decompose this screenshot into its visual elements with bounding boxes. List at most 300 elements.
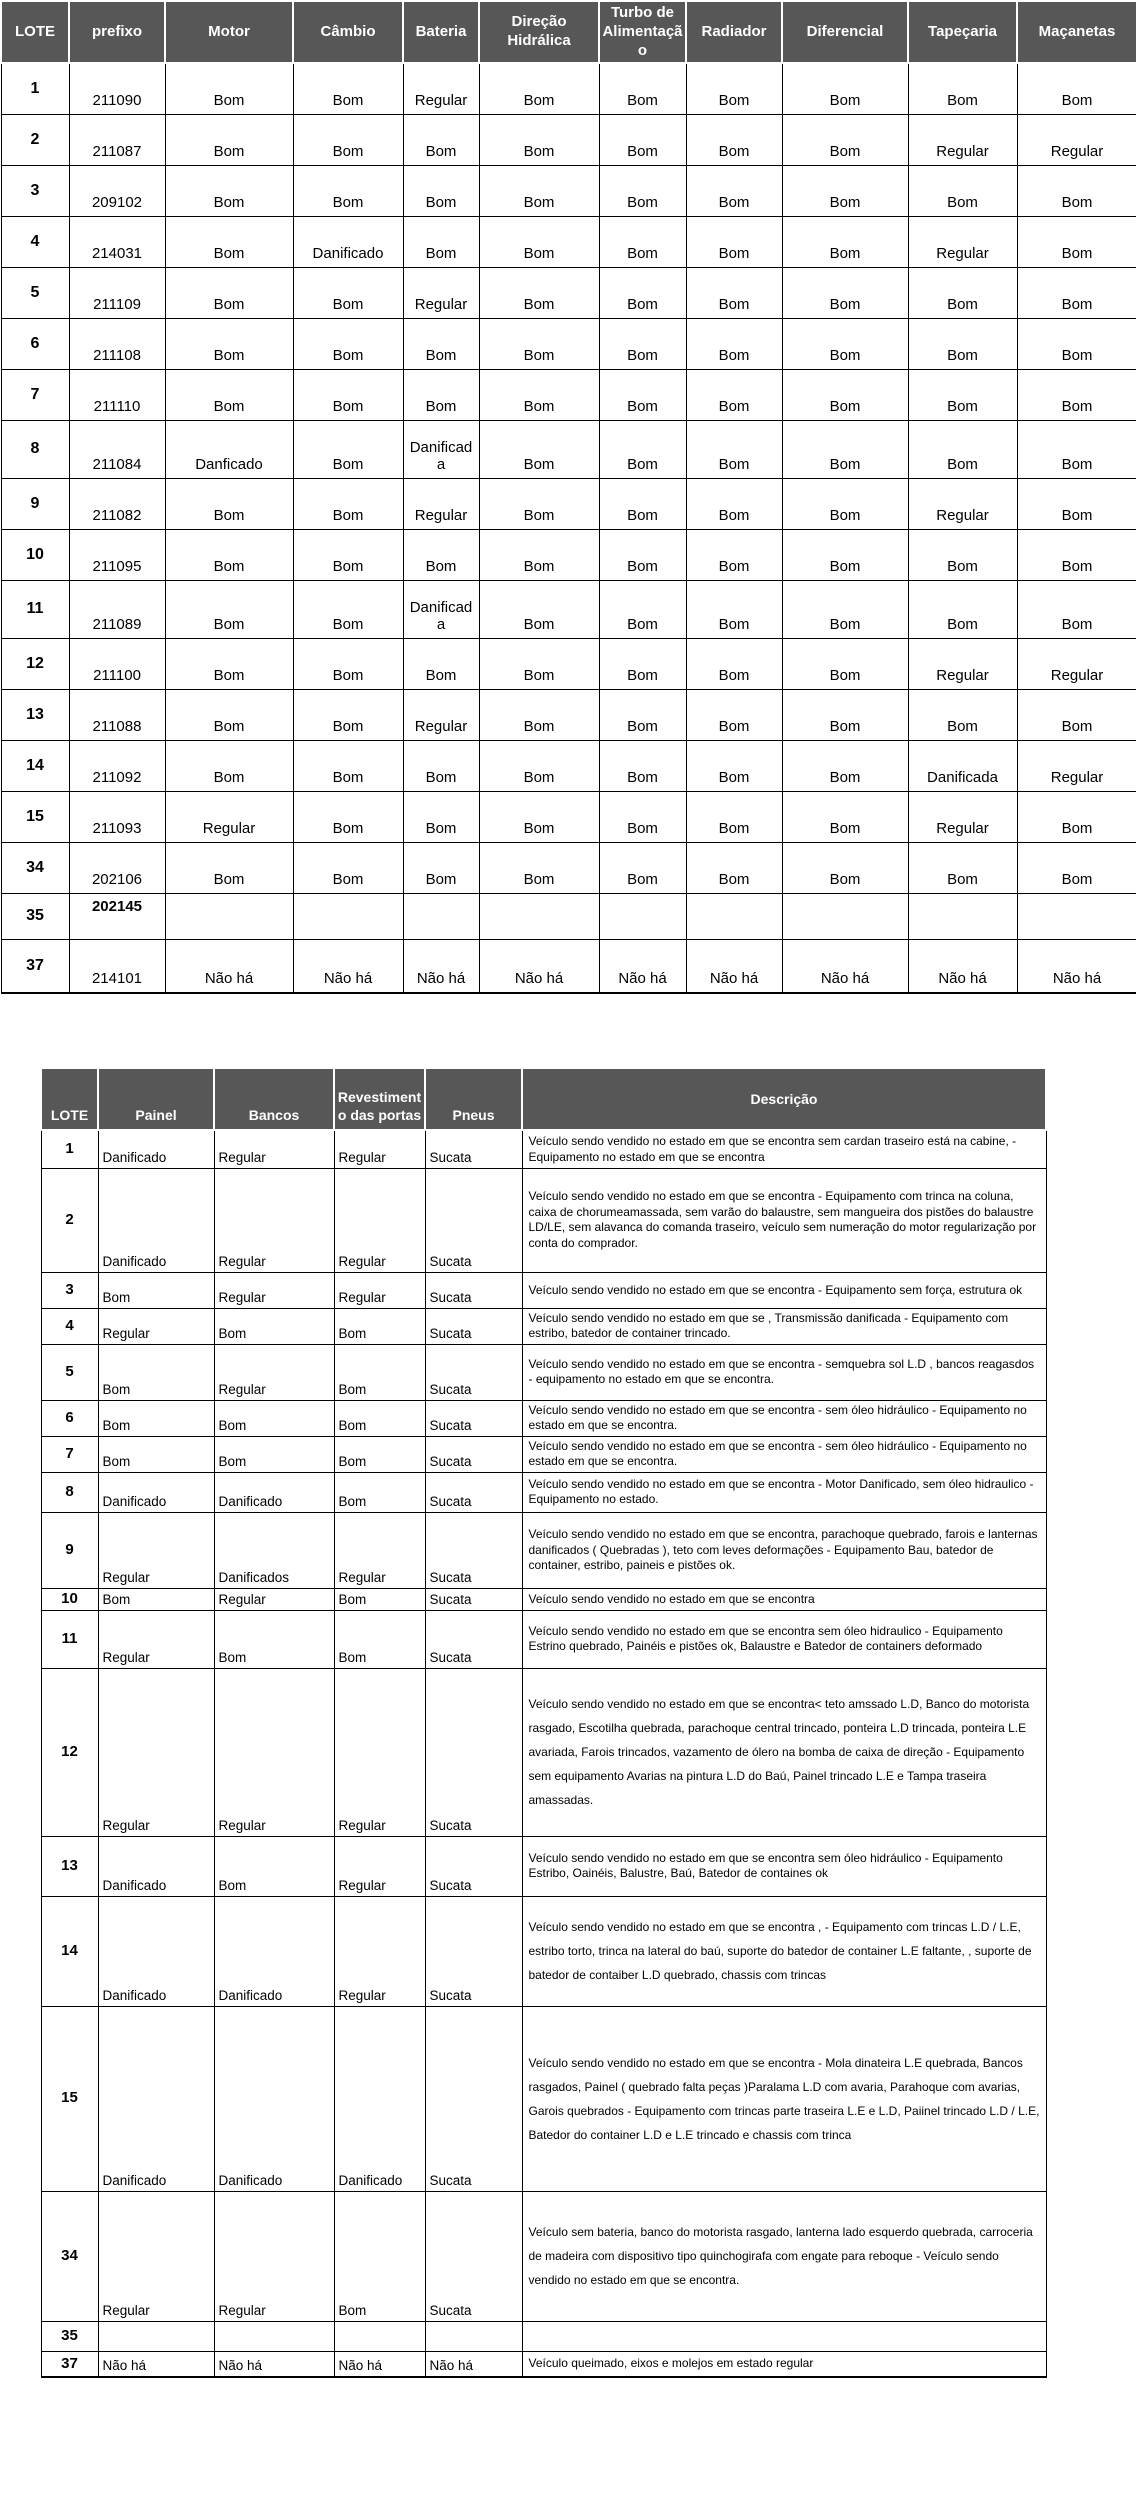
condition-cell: Bom [293, 842, 403, 893]
condition-cell: Bom [1017, 216, 1136, 267]
condition-cell: Não há [98, 2351, 214, 2377]
condition-cell [479, 893, 599, 939]
description-cell: Veículo sendo vendido no estado em que se encontra - Mola dinateira L.E quebrada, Bancos rasgados, Painel ( quebrado falta peças )Paralama L.D com avaria, Parahoque com avarias, Garois quebrados - Equipamento com trincas parte traseira L.E e L.D, Paiinel trincado L.D / L.E, Batedor do container L.D e L.E trincado e chassis com trinca [522, 2006, 1046, 2191]
condition-cell: Não há [334, 2351, 425, 2377]
condition-cell: Bom [403, 529, 479, 580]
condition-cell: Bom [214, 1436, 334, 1472]
condition-cell: Bom [403, 842, 479, 893]
table-row-lote-10 [41, 1588, 1046, 1610]
condition-cell: Não há [782, 939, 908, 993]
condition-cell: Sucata [425, 1308, 522, 1344]
prefixo-cell: 211090 [69, 63, 165, 114]
lote-cell: 7 [41, 1436, 98, 1472]
table-row-lote-12 [1, 638, 1136, 689]
condition-cell: Bom [403, 740, 479, 791]
table-row-lote-3 [1, 165, 1136, 216]
prefixo-cell: 211095 [69, 529, 165, 580]
condition-cell: Regular [214, 2191, 334, 2321]
column-header-tape-aria: Tapeçaria [908, 1, 1017, 63]
condition-cell: Bom [599, 842, 686, 893]
interior-conditions-description-table [40, 1067, 1047, 2378]
condition-cell: Bom [908, 842, 1017, 893]
condition-cell: Bom [165, 216, 293, 267]
lote-cell: 13 [1, 689, 69, 740]
condition-cell: Danificados [214, 1512, 334, 1588]
table-row-lote-7 [41, 1436, 1046, 1472]
condition-cell: Bom [1017, 791, 1136, 842]
description-cell: Veículo queimado, eixos e molejos em estado regular [522, 2351, 1046, 2377]
condition-cell: Bom [403, 369, 479, 420]
table-row-lote-12 [41, 1668, 1046, 1836]
column-header-painel: Painel [98, 1068, 214, 1130]
condition-cell: Bom [686, 318, 782, 369]
column-header-bancos: Bancos [214, 1068, 334, 1130]
description-cell: Veículo sendo vendido no estado em que se encontra - Motor Danificado, sem óleo hidraulico - Equipamento no estado. [522, 1472, 1046, 1512]
condition-cell: Bom [599, 791, 686, 842]
condition-cell: Bom [1017, 689, 1136, 740]
condition-cell: Bom [782, 369, 908, 420]
condition-cell: Bom [165, 63, 293, 114]
condition-cell: Regular [98, 1668, 214, 1836]
lote-cell: 15 [41, 2006, 98, 2191]
condition-cell: Regular [214, 1344, 334, 1400]
condition-cell: Bom [908, 689, 1017, 740]
condition-cell: Sucata [425, 1836, 522, 1896]
condition-cell: Bom [165, 478, 293, 529]
condition-cell: Bom [782, 478, 908, 529]
description-cell: Veículo sendo vendido no estado em que se encontra - Equipamento com trinca na coluna, caixa de chorumeamassada, sem varão do balaustre, sem mangueira dos pistões do balaustre LD/LE, sem alavanca do comanda traseiro, veículo sem numeração do motor regularização por conta do comprador. [522, 1168, 1046, 1272]
table-row-lote-35 [1, 893, 1136, 939]
prefixo-cell: 211092 [69, 740, 165, 791]
condition-cell: Danificada [403, 420, 479, 478]
table-row-lote-34 [1, 842, 1136, 893]
condition-cell: Bom [479, 216, 599, 267]
condition-cell: Regular [214, 1130, 334, 1168]
condition-cell [334, 2321, 425, 2351]
prefixo-cell: 211089 [69, 580, 165, 638]
lote-cell: 1 [41, 1130, 98, 1168]
prefixo-cell: 211084 [69, 420, 165, 478]
condition-cell: Regular [334, 1896, 425, 2006]
condition-cell: Bom [1017, 580, 1136, 638]
condition-cell: Regular [403, 689, 479, 740]
condition-cell: Danificado [214, 1472, 334, 1512]
prefixo-cell: 211108 [69, 318, 165, 369]
condition-cell: Bom [403, 638, 479, 689]
table-row-lote-13 [41, 1836, 1046, 1896]
table-row-lote-2 [41, 1168, 1046, 1272]
condition-cell [908, 893, 1017, 939]
condition-cell: Bom [293, 580, 403, 638]
lote-cell: 10 [41, 1588, 98, 1610]
condition-cell: Bom [599, 478, 686, 529]
condition-cell: Bom [908, 580, 1017, 638]
description-cell [522, 2321, 1046, 2351]
condition-cell: Sucata [425, 1896, 522, 2006]
condition-cell: Danificado [214, 2006, 334, 2191]
condition-cell: Danificado [98, 1168, 214, 1272]
lote-cell: 5 [41, 1344, 98, 1400]
table-row-lote-6 [41, 1400, 1046, 1436]
condition-cell: Regular [403, 267, 479, 318]
condition-cell: Bom [1017, 478, 1136, 529]
condition-cell: Bom [165, 638, 293, 689]
condition-cell: Regular [1017, 740, 1136, 791]
condition-cell: Bom [686, 478, 782, 529]
description-cell: Veículo sendo vendido no estado em que se encontra sem óleo hidraulico - Equipamento Estrino quebrado, Painéis e pistões ok, Balaustre e Batedor de containers deformado [522, 1610, 1046, 1668]
condition-cell: Bom [479, 63, 599, 114]
table-row-lote-4 [41, 1308, 1046, 1344]
condition-cell: Bom [908, 63, 1017, 114]
condition-cell: Bom [165, 529, 293, 580]
condition-cell: Bom [1017, 165, 1136, 216]
condition-cell: Regular [214, 1668, 334, 1836]
condition-cell: Bom [599, 369, 686, 420]
table-row-lote-7 [1, 369, 1136, 420]
condition-cell: Bom [334, 1308, 425, 1344]
condition-cell: Danificada [403, 580, 479, 638]
table-row-lote-37 [1, 939, 1136, 993]
condition-cell: Regular [334, 1168, 425, 1272]
table-row-lote-9 [41, 1512, 1046, 1588]
condition-cell: Bom [165, 114, 293, 165]
lote-cell: 6 [1, 318, 69, 369]
prefixo-cell: 211087 [69, 114, 165, 165]
prefixo-cell: 202106 [69, 842, 165, 893]
condition-cell: Bom [214, 1836, 334, 1896]
condition-cell: Bom [782, 114, 908, 165]
prefixo-cell: 211093 [69, 791, 165, 842]
condition-cell: Bom [403, 791, 479, 842]
condition-cell: Regular [98, 1512, 214, 1588]
lote-cell: 11 [41, 1610, 98, 1668]
condition-cell: Bom [1017, 369, 1136, 420]
condition-cell: Não há [686, 939, 782, 993]
condition-cell: Bom [908, 529, 1017, 580]
lote-cell: 34 [41, 2191, 98, 2321]
condition-cell: Bom [782, 267, 908, 318]
condition-cell: Bom [599, 580, 686, 638]
description-cell: Veículo sendo vendido no estado em que se encontra - semquebra sol L.D , bancos reagasdos - equipamento no estado em que se encontra. [522, 1344, 1046, 1400]
table-row-lote-4 [1, 216, 1136, 267]
table-row-lote-15 [1, 791, 1136, 842]
prefixo-cell: 214031 [69, 216, 165, 267]
lote-cell: 4 [1, 216, 69, 267]
condition-cell: Não há [599, 939, 686, 993]
table-row-lote-15 [41, 2006, 1046, 2191]
condition-cell: Bom [1017, 63, 1136, 114]
column-header-radiador: Radiador [686, 1, 782, 63]
condition-cell: Bom [782, 638, 908, 689]
column-header-turbo-de-alimenta-o: Turbo de Alimentação [599, 1, 686, 63]
description-cell: Veículo sendo vendido no estado em que se encontra sem cardan traseiro está na cabine, - Equipamento no estado em que se encontra [522, 1130, 1046, 1168]
condition-cell: Sucata [425, 1472, 522, 1512]
condition-cell: Bom [686, 420, 782, 478]
condition-cell: Não há [214, 2351, 334, 2377]
condition-cell [165, 893, 293, 939]
condition-cell: Bom [908, 165, 1017, 216]
condition-cell: Bom [334, 1588, 425, 1610]
condition-cell: Regular [334, 1836, 425, 1896]
table-row-lote-8 [41, 1472, 1046, 1512]
column-header-lote: LOTE [1, 1, 69, 63]
lote-cell: 11 [1, 580, 69, 638]
condition-cell: Sucata [425, 1344, 522, 1400]
lote-cell: 5 [1, 267, 69, 318]
table-row-lote-6 [1, 318, 1136, 369]
condition-cell: Bom [686, 267, 782, 318]
condition-cell: Danificado [98, 1896, 214, 2006]
condition-cell: Bom [293, 791, 403, 842]
condition-cell: Sucata [425, 1668, 522, 1836]
condition-cell: Bom [98, 1272, 214, 1308]
condition-cell: Sucata [425, 2191, 522, 2321]
condition-cell: Bom [599, 740, 686, 791]
condition-cell: Danificada [908, 740, 1017, 791]
condition-cell: Bom [479, 740, 599, 791]
table-row-lote-9 [1, 478, 1136, 529]
lote-cell: 2 [41, 1168, 98, 1272]
condition-cell: Bom [334, 1472, 425, 1512]
condition-cell: Não há [425, 2351, 522, 2377]
condition-cell: Bom [98, 1588, 214, 1610]
condition-cell: Bom [403, 165, 479, 216]
condition-cell: Bom [479, 267, 599, 318]
condition-cell: Regular [908, 791, 1017, 842]
lote-cell: 37 [1, 939, 69, 993]
table-row-lote-35 [41, 2321, 1046, 2351]
description-cell: Veículo sendo vendido no estado em que se encontra - sem óleo hidráulico - Equipamento no estado em que se encontra. [522, 1436, 1046, 1472]
condition-cell: Bom [293, 529, 403, 580]
column-header-pneus: Pneus [425, 1068, 522, 1130]
condition-cell: Bom [1017, 842, 1136, 893]
prefixo-cell: 211088 [69, 689, 165, 740]
lote-cell: 8 [41, 1472, 98, 1512]
lote-cell: 2 [1, 114, 69, 165]
condition-cell: Bom [782, 420, 908, 478]
condition-cell: Bom [293, 114, 403, 165]
condition-cell: Bom [782, 318, 908, 369]
condition-cell: Bom [214, 1400, 334, 1436]
condition-cell: Bom [908, 420, 1017, 478]
table-row-lote-11 [41, 1610, 1046, 1668]
condition-cell [214, 2321, 334, 2351]
condition-cell: Bom [165, 689, 293, 740]
condition-cell: Danificado [334, 2006, 425, 2191]
column-header-diferencial: Diferencial [782, 1, 908, 63]
prefixo-cell: 211109 [69, 267, 165, 318]
condition-cell: Danificado [293, 216, 403, 267]
condition-cell: Bom [479, 369, 599, 420]
table-row-lote-14 [41, 1896, 1046, 2006]
condition-cell: Regular [1017, 114, 1136, 165]
condition-cell [425, 2321, 522, 2351]
condition-cell: Não há [293, 939, 403, 993]
condition-cell: Bom [686, 580, 782, 638]
condition-cell: Bom [686, 842, 782, 893]
condition-cell: Sucata [425, 1272, 522, 1308]
condition-cell: Regular [334, 1512, 425, 1588]
lote-cell: 3 [1, 165, 69, 216]
condition-cell: Sucata [425, 1588, 522, 1610]
condition-cell: Bom [479, 318, 599, 369]
condition-cell: Bom [686, 114, 782, 165]
condition-cell: Regular [214, 1168, 334, 1272]
condition-cell: Sucata [425, 1512, 522, 1588]
condition-cell: Bom [908, 369, 1017, 420]
description-cell: Veículo sem bateria, banco do motorista rasgado, lanterna lado esquerdo quebrada, carroceria de madeira com dispositivo tipo quinchogirafa com engate para reboque - Veículo sendo vendido no estado em que se encontra. [522, 2191, 1046, 2321]
condition-cell: Bom [403, 318, 479, 369]
lote-cell: 12 [1, 638, 69, 689]
condition-cell: Bom [686, 791, 782, 842]
description-cell: Veículo sendo vendido no estado em que se encontra , - Equipamento com trincas L.D / L.E, estribo torto, trinca na lateral do baú, suporte do batedor de container L.E faltante, , suporte de batedor de contaiber L.D quebrado, chassis com trincas [522, 1896, 1046, 2006]
condition-cell: Bom [479, 529, 599, 580]
lote-cell: 9 [41, 1512, 98, 1588]
condition-cell: Regular [334, 1668, 425, 1836]
condition-cell: Bom [782, 791, 908, 842]
condition-cell: Bom [214, 1308, 334, 1344]
condition-cell: Não há [165, 939, 293, 993]
condition-cell: Bom [1017, 318, 1136, 369]
condition-cell: Bom [599, 165, 686, 216]
condition-cell: Bom [479, 420, 599, 478]
table-row-lote-11 [1, 580, 1136, 638]
table-row-lote-14 [1, 740, 1136, 791]
condition-cell: Não há [479, 939, 599, 993]
condition-cell: Bom [1017, 420, 1136, 478]
condition-cell: Danficado [165, 420, 293, 478]
condition-cell: Bom [782, 529, 908, 580]
prefixo-cell: 209102 [69, 165, 165, 216]
condition-cell: Não há [1017, 939, 1136, 993]
condition-cell: Bom [479, 689, 599, 740]
header-row [1, 1, 1136, 63]
condition-cell [599, 893, 686, 939]
condition-cell: Bom [98, 1400, 214, 1436]
condition-cell: Bom [782, 842, 908, 893]
condition-cell [1017, 893, 1136, 939]
condition-cell: Bom [782, 580, 908, 638]
lote-cell: 10 [1, 529, 69, 580]
condition-cell: Bom [686, 369, 782, 420]
column-header-revestimento-das-portas: Revestimento das portas [334, 1068, 425, 1130]
condition-cell: Bom [293, 689, 403, 740]
condition-cell: Bom [479, 638, 599, 689]
condition-cell: Bom [403, 114, 479, 165]
condition-cell: Bom [293, 740, 403, 791]
lote-cell: 3 [41, 1272, 98, 1308]
lote-cell: 35 [41, 2321, 98, 2351]
column-header-lote: LOTE [41, 1068, 98, 1130]
table-row-lote-3 [41, 1272, 1046, 1308]
condition-cell: Bom [165, 740, 293, 791]
condition-cell: Danificado [214, 1896, 334, 2006]
lote-cell: 37 [41, 2351, 98, 2377]
prefixo-cell: 211082 [69, 478, 165, 529]
condition-cell: Bom [599, 689, 686, 740]
condition-cell: Regular [908, 478, 1017, 529]
lote-cell: 6 [41, 1400, 98, 1436]
condition-cell [98, 2321, 214, 2351]
lote-cell: 14 [1, 740, 69, 791]
condition-cell: Sucata [425, 1436, 522, 1472]
description-cell: Veículo sendo vendido no estado em que se encontra - Equipamento sem força, estrutura ok [522, 1272, 1046, 1308]
condition-cell: Danificado [98, 1472, 214, 1512]
condition-cell: Regular [403, 63, 479, 114]
condition-cell: Bom [293, 420, 403, 478]
condition-cell: Bom [334, 1610, 425, 1668]
mechanical-conditions-table [0, 0, 1136, 994]
condition-cell: Bom [293, 267, 403, 318]
condition-cell: Bom [165, 165, 293, 216]
description-cell: Veículo sendo vendido no estado em que se encontra sem óleo hidráulico - Equipamento Estribo, Oainéis, Balustre, Baú, Batedor de containes ok [522, 1836, 1046, 1896]
lote-cell: 4 [41, 1308, 98, 1344]
condition-cell: Bom [599, 529, 686, 580]
condition-cell: Bom [334, 1344, 425, 1400]
condition-cell: Bom [686, 165, 782, 216]
condition-cell: Bom [98, 1344, 214, 1400]
condition-cell: Bom [686, 63, 782, 114]
condition-cell: Sucata [425, 1610, 522, 1668]
condition-cell: Regular [908, 216, 1017, 267]
condition-cell: Regular [165, 791, 293, 842]
condition-cell: Bom [782, 740, 908, 791]
condition-cell: Bom [686, 638, 782, 689]
prefixo-cell: 211110 [69, 369, 165, 420]
condition-cell [686, 893, 782, 939]
description-cell: Veículo sendo vendido no estado em que se encontra, parachoque quebrado, farois e lanternas danificados ( Quebradas ), teto com leves deformações - Equipamento Bau, batedor de container, estribo, paineis e pistões ok. [522, 1512, 1046, 1588]
lote-cell: 34 [1, 842, 69, 893]
condition-cell: Bom [293, 369, 403, 420]
condition-cell: Regular [98, 1610, 214, 1668]
condition-cell: Bom [686, 689, 782, 740]
condition-cell: Bom [293, 478, 403, 529]
condition-cell: Bom [479, 478, 599, 529]
condition-cell: Bom [686, 529, 782, 580]
condition-cell: Regular [214, 1588, 334, 1610]
table-row-lote-5 [1, 267, 1136, 318]
condition-cell: Bom [479, 791, 599, 842]
condition-cell: Regular [334, 1272, 425, 1308]
lote-cell: 7 [1, 369, 69, 420]
condition-cell [782, 893, 908, 939]
condition-cell: Bom [782, 63, 908, 114]
column-header-ma-anetas: Maçanetas [1017, 1, 1136, 63]
condition-cell: Bom [686, 216, 782, 267]
condition-cell: Bom [599, 267, 686, 318]
lote-cell: 14 [41, 1896, 98, 2006]
condition-cell: Bom [98, 1436, 214, 1472]
table-row-lote-1 [1, 63, 1136, 114]
condition-cell: Bom [165, 580, 293, 638]
condition-cell: Bom [334, 1400, 425, 1436]
condition-cell [293, 893, 403, 939]
table-row-lote-13 [1, 689, 1136, 740]
lote-cell: 8 [1, 420, 69, 478]
column-header-c-mbio: Câmbio [293, 1, 403, 63]
lote-cell: 15 [1, 791, 69, 842]
lote-cell: 1 [1, 63, 69, 114]
condition-cell: Regular [1017, 638, 1136, 689]
prefixo-cell: 214101 [69, 939, 165, 993]
description-cell: Veículo sendo vendido no estado em que se encontra - sem óleo hidráulico - Equipamento no estado em que se encontra. [522, 1400, 1046, 1436]
prefixo-cell: 211100 [69, 638, 165, 689]
condition-cell: Regular [334, 1130, 425, 1168]
condition-cell: Bom [293, 165, 403, 216]
column-header-bateria: Bateria [403, 1, 479, 63]
condition-cell: Sucata [425, 1168, 522, 1272]
condition-cell: Bom [599, 318, 686, 369]
